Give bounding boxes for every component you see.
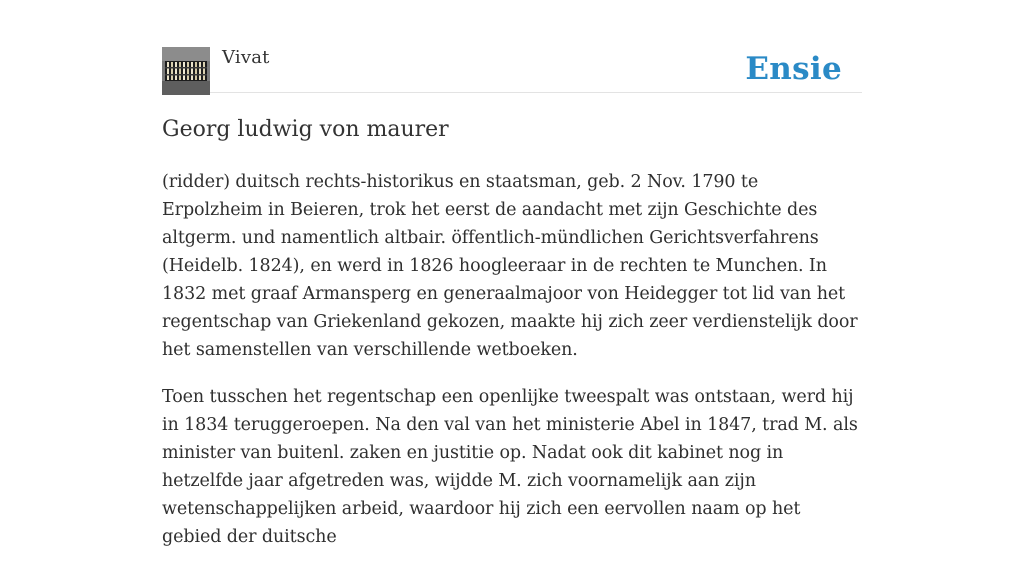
source-avatar[interactable] [162, 47, 210, 95]
brand-logo[interactable]: Ensie [745, 51, 842, 87]
header [162, 0, 862, 93]
article-body [162, 168, 862, 570]
article-paragraph: Toen tusschen het regentschap een openlijke tweespalt was ontstaan, werd hij in 1834 teruggeroepen. Na den val van het ministerie Abel in 1847, trad M. als minister van buitenl. zaken en justitie op. Nadat ook dit kabinet nog in hetzelfde jaar afgetreden was, wijdde M. zich voornamelijk aan zijn wetenschappelijken arbeid, waardoor hij zich een eervollen naam op het gebied der duitsche [162, 387, 858, 547]
book-spines-icon [162, 47, 210, 95]
page-container [162, 0, 862, 547]
article-paragraph: (ridder) duitsch rechts-historikus en staatsman, geb. 2 Nov. 1790 te Erpolzheim in Beieren, trok het eerst de aandacht met zijn Geschichte des altgerm. und namentlich altbair. öffentlich-mündlichen Gerichtsverfahrens (Heidelb. 1824), en werd in 1826 hoogleeraar in de rechten te Munchen. In 1832 met graaf Armansperg en generaalmajoor von Heidegger tot lid van het regentschap van Griekenland gekozen, maakte hij zich zeer verdienstelijk door het samenstellen van verschillende wetboeken. [162, 172, 858, 360]
article-title: Georg ludwig von maurer [162, 117, 449, 142]
source-name[interactable]: Vivat [222, 47, 270, 68]
